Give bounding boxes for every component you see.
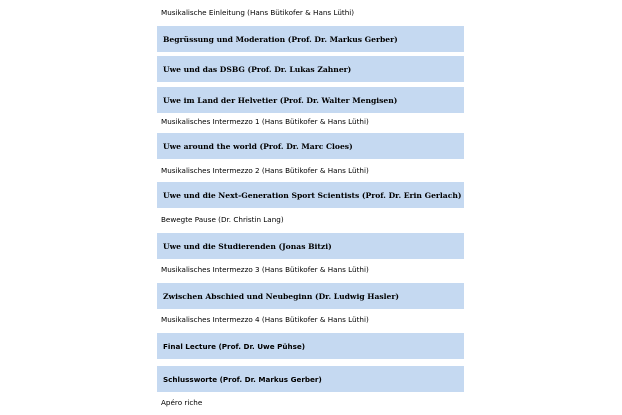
schedule-item-musical-intro: Musikalische Einleitung (Hans Bütikofer & Hans Lüthi) (161, 8, 355, 17)
schedule-item-next-generation: Uwe und die Next-Generation Sport Scientists (Prof. Dr. Erin Gerlach) (157, 182, 464, 208)
schedule-item-helvetier: Uwe im Land der Helvetier (Prof. Dr. Walter Mengisen) (157, 87, 464, 113)
schedule-item-farewell: Zwischen Abschied und Neubeginn (Dr. Ludwig Hasler) (157, 283, 464, 309)
schedule-item-intermezzo-1: Musikalisches Intermezzo 1 (Hans Bütikofer & Hans Lüthi) (161, 117, 369, 126)
schedule-item-apero: Apéro riche (161, 398, 203, 407)
schedule-item-students: Uwe und die Studierenden (Jonas Bitzi) (157, 233, 464, 259)
schedule-item-intermezzo-2: Musikalisches Intermezzo 2 (Hans Bütikofer & Hans Lüthi) (161, 166, 369, 175)
schedule-item-intermezzo-3: Musikalisches Intermezzo 3 (Hans Bütikofer & Hans Lüthi) (161, 265, 369, 274)
schedule-item-final-lecture: Final Lecture (Prof. Dr. Uwe Pühse) (157, 333, 464, 359)
schedule-item-welcome: Begrüssung und Moderation (Prof. Dr. Markus Gerber) (157, 26, 464, 52)
schedule-item-active-break: Bewegte Pause (Dr. Christin Lang) (161, 215, 284, 224)
schedule-item-dsbg: Uwe und das DSBG (Prof. Dr. Lukas Zahner) (157, 56, 464, 82)
schedule-item-closing-words: Schlussworte (Prof. Dr. Markus Gerber) (157, 366, 464, 392)
schedule-item-intermezzo-4: Musikalisches Intermezzo 4 (Hans Bütikofer & Hans Lüthi) (161, 315, 369, 324)
schedule-item-around-the-world: Uwe around the world (Prof. Dr. Marc Cloes) (157, 133, 464, 159)
